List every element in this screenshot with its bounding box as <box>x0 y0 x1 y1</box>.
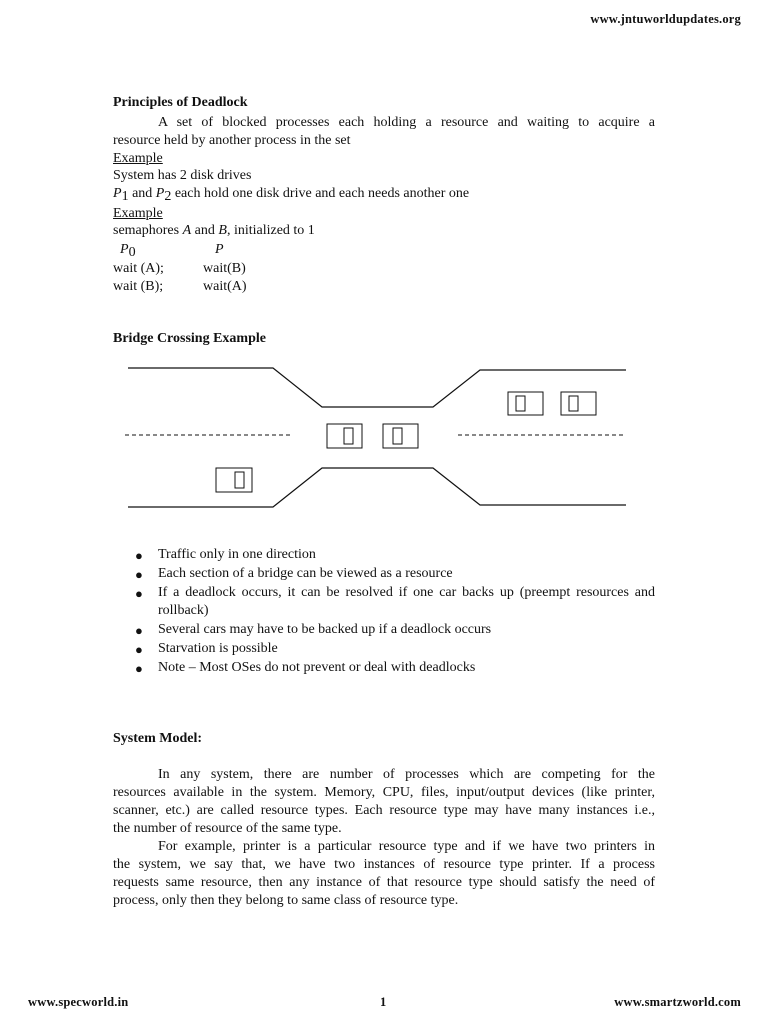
page-number: 1 <box>380 995 387 1009</box>
bridge-top-edge <box>128 368 626 407</box>
example1-and: and <box>128 186 156 201</box>
sem-post: , initialized to 1 <box>226 223 315 238</box>
deadlock-definition-line2: resource held by another process in the set <box>113 133 351 148</box>
deadlock-definition-line1: A set of blocked processes each holding a resource and waiting to acquire a <box>158 115 655 130</box>
bullet-item: Each section of a bridge can be viewed as a resource <box>158 566 453 581</box>
bullet-icon: ● <box>135 567 143 582</box>
section-title-bridge: Bridge Crossing Example <box>113 331 266 346</box>
process-p0-label <box>120 241 136 262</box>
bullet-icon: ● <box>135 586 143 601</box>
wait-row-1 <box>113 260 313 278</box>
system-model-p1-line2: resources available in the system. Memory, CPU, files, input/output devices (like printer, <box>113 785 655 800</box>
wait-row2-right: wait(A) <box>203 279 247 294</box>
p1-letter: P <box>215 242 224 257</box>
footer-right-url: www.smartzworld.com <box>614 995 741 1009</box>
sem-b: B <box>218 223 227 238</box>
wait-row1-left: wait (A); <box>113 261 164 276</box>
bullet-icon: ● <box>135 661 143 676</box>
process-p1: P <box>113 186 122 201</box>
wait-row2-left: wait (B); <box>113 279 164 294</box>
bullet-item: Traffic only in one direction <box>158 547 316 562</box>
example1-line1: System has 2 disk drives <box>113 168 252 183</box>
process-p2: P <box>155 186 165 201</box>
section-title-deadlock: Principles of Deadlock <box>113 95 248 110</box>
system-model-p2-line1: For example, printer is a particular resource type and if we have two printers in <box>158 839 655 854</box>
system-model-p1-line1: In any system, there are number of processes which are competing for the <box>158 767 655 782</box>
p0-letter: P <box>120 242 129 257</box>
bullet-icon: ● <box>135 642 143 657</box>
bullet-item-continuation: rollback) <box>158 603 209 618</box>
bullet-icon: ● <box>135 548 143 563</box>
example-label-1: Example <box>113 151 163 166</box>
p0-sub: 0 <box>128 245 136 260</box>
process-p2-sub: 2 <box>164 189 172 204</box>
bullet-item: Note – Most OSes do not prevent or deal with deadlocks <box>158 660 476 675</box>
semaphores-line <box>113 222 315 240</box>
wait-row1-right: wait(B) <box>203 261 246 276</box>
bridge-bottom-edge <box>128 468 626 507</box>
process-p1-label <box>215 241 224 259</box>
sem-and: and <box>191 223 219 238</box>
system-model-p1-line4: the number of resource of the same type. <box>113 821 342 836</box>
car-left <box>216 468 252 492</box>
header-url: www.jntuworldupdates.org <box>590 12 741 26</box>
system-model-p2-line3: requests same resource, then any instance of that resource type should satisfy the need of <box>113 875 655 890</box>
section-title-system-model: System Model: <box>113 731 203 746</box>
bullet-item: If a deadlock occurs, it can be resolved if one car backs up (preempt resources and <box>158 585 655 600</box>
bridge-diagram <box>0 360 768 520</box>
system-model-p1-line3: scanner, etc.) are called resource types. Each resource type may have many instances i.e., <box>113 803 655 818</box>
footer-left-url: www.specworld.in <box>28 995 129 1009</box>
example1-line2 <box>113 185 469 206</box>
bullet-item: Several cars may have to be backed up if a deadlock occurs <box>158 622 492 637</box>
wait-row-2 <box>113 278 313 296</box>
system-model-p2-line2: the system, we say that, we have two instances of resource type printer. If a process <box>113 857 655 872</box>
process-p1-sub: 1 <box>121 189 129 204</box>
example-label-2: Example <box>113 206 163 221</box>
example1-rest: each hold one disk drive and each needs another one <box>171 186 470 201</box>
sem-pre: semaphores <box>113 223 183 238</box>
bullet-item: Starvation is possible <box>158 641 278 656</box>
bullet-icon: ● <box>135 623 143 638</box>
system-model-p2-line4: process, only then they belong to same class of resource type. <box>113 893 459 908</box>
sem-a: A <box>182 223 192 238</box>
